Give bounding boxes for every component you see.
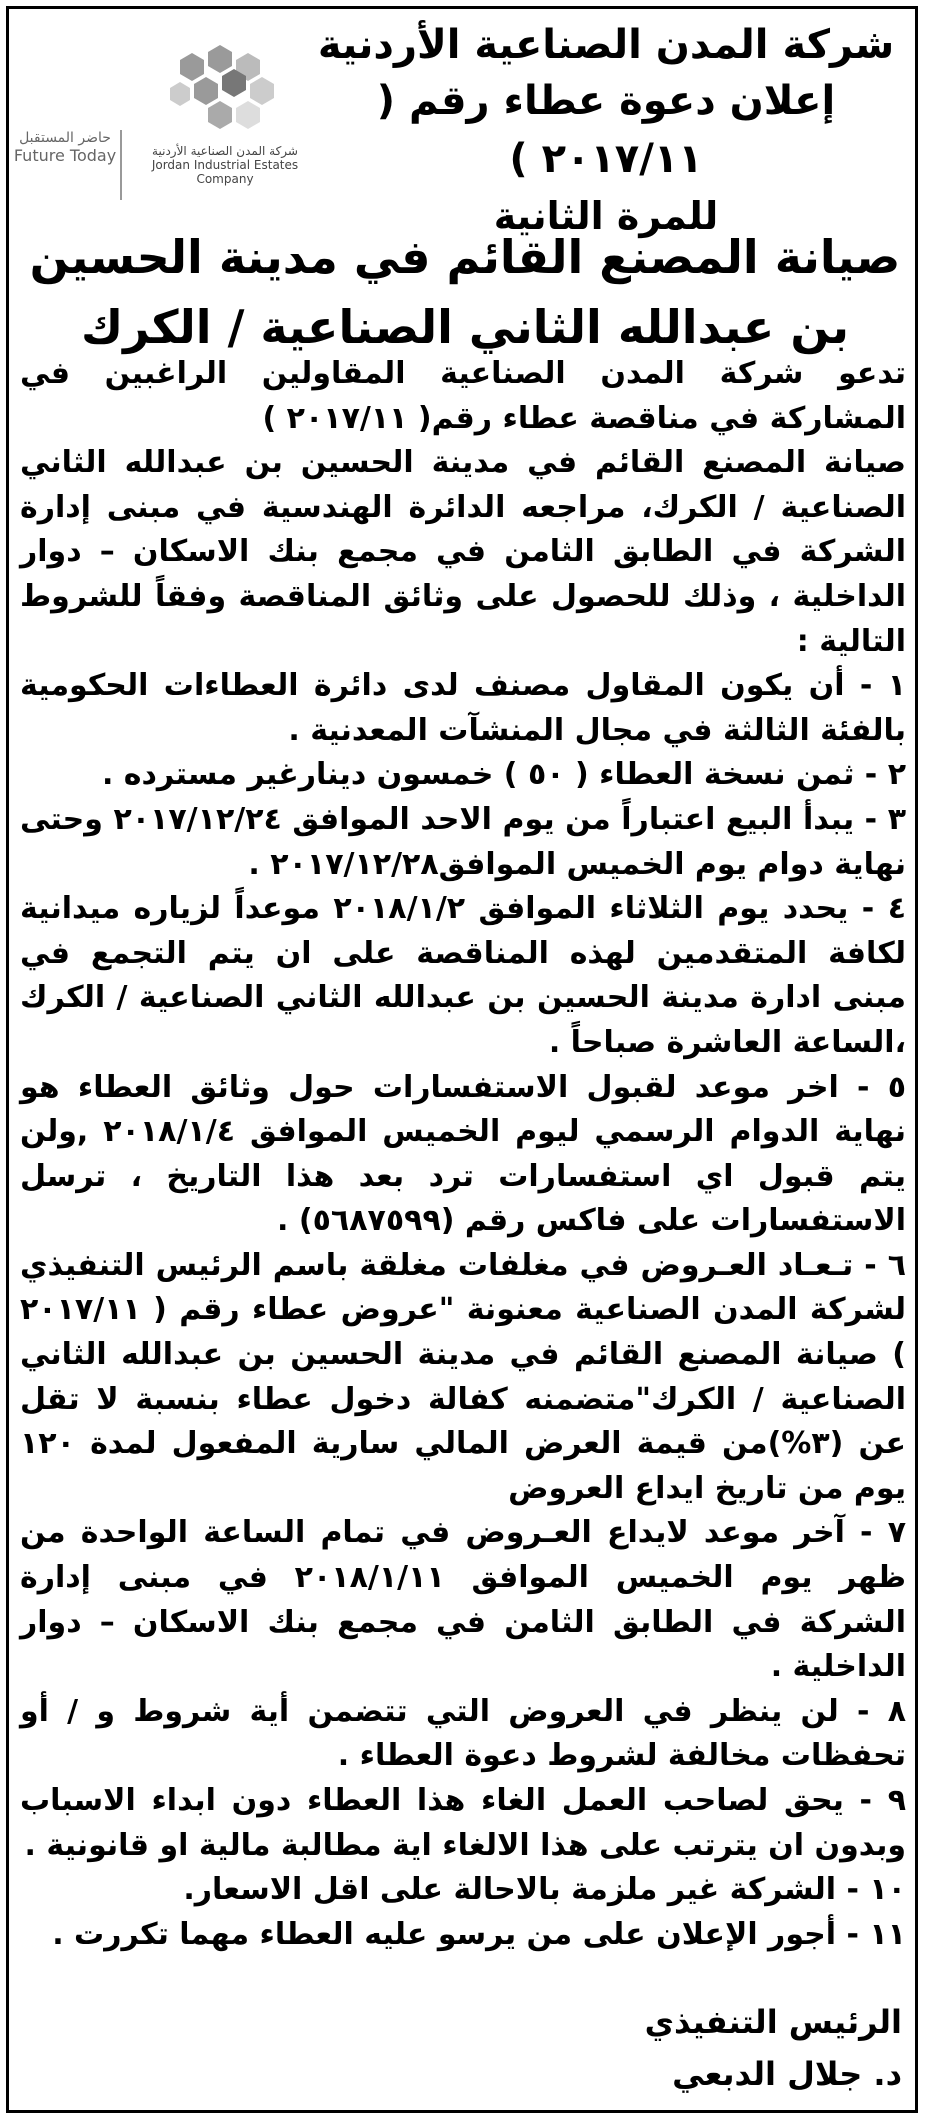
- condition-item: ٧ - آخر موعد لايداع العـروض في تمام الساعة الواحدة من ظهر يوم الخميس الموافق ٢٠١٨/١/١١ في مبنى إدارة الشركة في الطابق الثامن في مجمع بنك الاسكان – دوار الداخلية .: [20, 1515, 906, 1685]
- tender-subject: صيانة المصنع القائم في مدينة الحسين بن عبدالله الثاني الصناعية / الكرك: [29, 230, 901, 354]
- condition-item: ١٠ - الشركة غير ملزمة بالاحالة على اقل الاسعار.: [183, 1872, 906, 1908]
- condition-item: ٣ - يبدأ البيع اعتباراً من يوم الاحد الموافق ٢٠١٧/١٢/٢٤ وحتى نهاية دوام يوم الخميس الموافق٢٠١٧/١٢/٢٨ .: [20, 801, 907, 882]
- intro-paragraph: تدعو شركة المدن الصناعية المقاولين الراغبين في المشاركة في مناقصة عطاء رقم( ٢٠١٧/١١ ): [20, 356, 906, 436]
- condition-item: ٨ - لن ينظر في العروض التي تتضمن أية شروط و / أو تحفظات مخالفة لشروط دعوة العطاء .: [20, 1693, 906, 1774]
- company-logo: [130, 30, 320, 200]
- intro-paragraph-2: صيانة المصنع القائم في مدينة الحسين بن عبدالله الثاني الصناعية / الكرك، مراجعه الدائرة الهندسية في مبنى إدارة الشركة في الطابق الثامن في مجمع بنك الاسكان – دوار الداخلية ، وذلك للحصول على وثائق المناقصة وفقاً للشروط التالية :: [20, 445, 906, 659]
- signatory-name: د. جلال الدبعي: [672, 2055, 902, 2093]
- signatory-title: الرئيس التنفيذي: [644, 2003, 902, 2041]
- company-name: شركة المدن الصناعية الأردنية: [317, 22, 895, 68]
- condition-item: ٢ - ثمن نسخة العطاء ( ٥٠ ) خمسون دينارغير مسترده .: [101, 757, 906, 793]
- logo-company-arabic: شركة المدن الصناعية الأردنية: [152, 144, 298, 158]
- condition-item: ١١ - أجور الإعلان على من يرسو عليه العطاء مهما تكررت .: [52, 1916, 906, 1952]
- logo-company-english: Jordan Industrial Estates Company: [151, 158, 299, 186]
- logos: [10, 30, 310, 200]
- announcement-title: إعلان دعوة عطاء رقم ( ٢٠١٧/١١ ): [376, 78, 836, 182]
- signature-block: [645, 1996, 902, 2100]
- condition-item: ٤ - يحدد يوم الثلاثاء الموافق ٢٠١٨/١/٢ موعداً لزياره ميدانية لكافة المتقدمين لهذه المناقصة على ان يتم التجمع في مبنى ادارة مدينة الحسين بن عبدالله الثاني الصناعية / الكرك ،الساعة العاشرة صباحاً .: [20, 891, 906, 1060]
- title-block: [306, 18, 906, 244]
- future-today-logo: [10, 130, 122, 200]
- condition-item: ٦ - تـعـاد العـروض في مغلفات مغلقة باسم الرئيس التنفيذي لشركة المدن الصناعية معنونة "عروض عطاء رقم ( ٢٠١٧/١١ ) صيانة المصنع القائم في مدينة الحسين بن عبدالله الثاني الصناعية / الكرك"متضمنه كفالة دخول عطاء بنسبة لا تقل عن (٣%)من قيمة العرض المالي سارية المفعول لمدة ١٢٠ يوم من تاريخ ايداع العروض: [20, 1247, 907, 1506]
- future-today-arabic: حاضر المستقبل: [19, 130, 111, 146]
- condition-item: ١ - أن يكون المقاول مصنف لدى دائرة العطاءات الحكومية بالفئة الثالثة في مجال المنشآت المعدنية .: [20, 668, 906, 748]
- second-time-label: للمرة الثانية: [493, 194, 719, 238]
- condition-item: ٩ - يحق لصاحب العمل الغاء هذا العطاء دون ابداء الاسباب وبدون ان يترتب على هذا الالغاء اية مطالبة مالية او قانونية .: [20, 1783, 906, 1863]
- future-today-english: Future Today: [13, 146, 117, 165]
- hexagon-globe-icon: [150, 30, 300, 140]
- condition-item: ٥ - اخر موعد لقبول الاستفسارات حول وثائق العطاء هو نهاية الدوام الرسمي ليوم الخميس الموافق ٢٠١٨/١/٤ ,ولن يتم قبول اي استفسارات ترد بعد هذا التاريخ ، ترسل الاستفسارات على فاكس رقم (٥٦٨٧٥٩٩) .: [20, 1069, 907, 1239]
- announcement-body: [20, 352, 906, 1957]
